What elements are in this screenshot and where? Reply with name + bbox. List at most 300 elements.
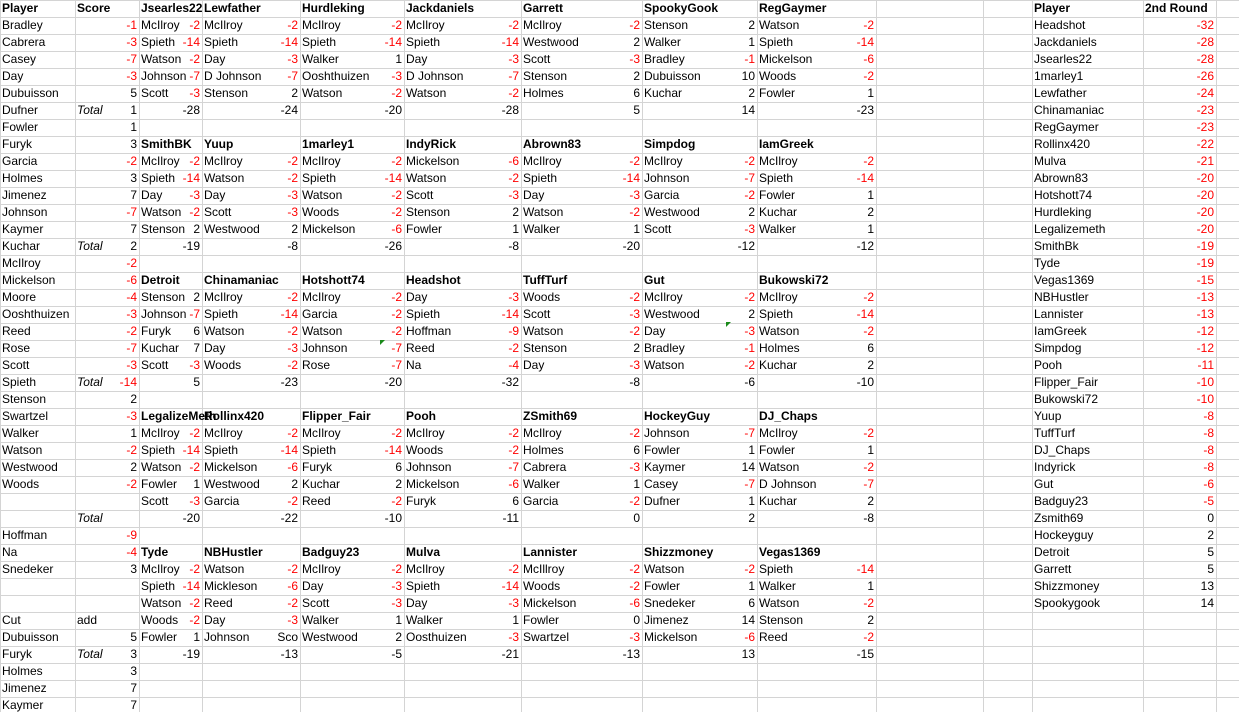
pick-player[interactable]: McIlroy <box>302 18 341 32</box>
ranking-player[interactable]: Shizzmoney <box>1034 579 1100 593</box>
pick-score[interactable]: -6 <box>508 477 519 491</box>
pick-player[interactable]: Spieth <box>141 35 176 49</box>
pick-score[interactable]: 2 <box>867 358 874 372</box>
pick-score[interactable]: -2 <box>287 426 298 440</box>
player-name[interactable]: Day <box>2 69 24 83</box>
ranking-score[interactable]: -26 <box>1196 69 1214 83</box>
pick-score[interactable]: 2 <box>291 477 298 491</box>
player-score[interactable]: -9 <box>126 528 137 542</box>
pick-player[interactable]: McIlroy <box>644 154 683 168</box>
pick-score[interactable]: -3 <box>629 307 640 321</box>
pick-score[interactable]: -6 <box>508 154 519 168</box>
pick-player[interactable]: McIlroy <box>406 426 445 440</box>
comment-indicator-icon[interactable] <box>726 322 731 327</box>
pick-player[interactable]: Hoffman <box>406 324 452 338</box>
pick-score[interactable]: -14 <box>384 171 402 185</box>
player-name[interactable]: Fowler <box>2 120 39 134</box>
pick-score[interactable]: -3 <box>629 630 640 644</box>
player-score[interactable]: 3 <box>130 137 137 151</box>
pick-score[interactable]: 2 <box>633 35 640 49</box>
player-name[interactable]: Rose <box>2 341 31 355</box>
pick-score[interactable]: -2 <box>629 205 640 219</box>
pick-score[interactable]: -2 <box>189 596 200 610</box>
pick-player[interactable]: Garcia <box>302 307 338 321</box>
pick-score[interactable]: 2 <box>395 630 402 644</box>
pick-player[interactable]: Watson <box>204 171 245 185</box>
pick-score[interactable]: -2 <box>508 443 519 457</box>
pick-score[interactable]: -14 <box>856 35 874 49</box>
pick-score[interactable]: 1 <box>867 222 874 236</box>
total-label[interactable]: Total <box>77 375 103 389</box>
pick-score[interactable]: 1 <box>193 630 200 644</box>
pick-player[interactable]: Holmes <box>523 86 564 100</box>
team-total[interactable]: -20 <box>622 239 640 253</box>
pick-player[interactable]: McIllroy <box>523 562 565 576</box>
pick-player[interactable]: Woods <box>302 205 340 219</box>
pick-player[interactable]: Dufner <box>644 494 681 508</box>
pick-player[interactable]: Kaymer <box>644 460 686 474</box>
pick-player[interactable]: Fowler <box>644 579 681 593</box>
pick-score[interactable]: -2 <box>391 562 402 576</box>
team-name[interactable]: IndyRick <box>406 137 457 151</box>
pick-score[interactable]: -14 <box>182 171 200 185</box>
pick-score[interactable]: -3 <box>629 460 640 474</box>
pick-score[interactable]: -3 <box>189 494 200 508</box>
pick-score[interactable]: -3 <box>744 324 755 338</box>
ranking-player[interactable]: Vegas1369 <box>1034 273 1095 287</box>
pick-score[interactable]: -2 <box>744 358 755 372</box>
pick-player[interactable]: Spieth <box>759 35 794 49</box>
pick-score[interactable]: -14 <box>856 307 874 321</box>
pick-score[interactable]: Sco <box>277 630 298 644</box>
pick-score[interactable]: -2 <box>744 154 755 168</box>
header-round-right[interactable]: 2nd Round <box>1145 1 1208 15</box>
ranking-player[interactable]: Legalizemeth <box>1034 222 1106 236</box>
pick-player[interactable]: Westwood <box>644 205 700 219</box>
pick-player[interactable]: McIlroy <box>406 18 445 32</box>
player-name[interactable]: Snedeker <box>2 562 54 576</box>
player-name[interactable]: Johnson <box>2 205 48 219</box>
player-name[interactable]: Cabrera <box>2 35 46 49</box>
player-name[interactable]: Ooshthuizen <box>2 307 70 321</box>
player-name[interactable]: Westwood <box>2 460 58 474</box>
pick-player[interactable]: Woods <box>759 69 797 83</box>
ranking-player[interactable]: Gut <box>1034 477 1054 491</box>
pick-score[interactable]: -14 <box>501 35 519 49</box>
pick-score[interactable]: 6 <box>867 341 874 355</box>
pick-score[interactable]: -7 <box>508 460 519 474</box>
header-player-right[interactable]: Player <box>1034 1 1071 15</box>
pick-player[interactable]: Garcia <box>644 188 680 202</box>
team-name[interactable]: Lannister <box>523 545 578 559</box>
team-total[interactable]: -10 <box>856 375 874 389</box>
team-total[interactable]: -8 <box>508 239 519 253</box>
pick-score[interactable]: -2 <box>287 596 298 610</box>
pick-player[interactable]: Watson <box>141 52 182 66</box>
pick-player[interactable]: Swartzel <box>523 630 570 644</box>
ranking-score[interactable]: -20 <box>1196 205 1214 219</box>
pick-score[interactable]: -3 <box>287 205 298 219</box>
player-score[interactable]: 1 <box>130 103 137 117</box>
player-name[interactable]: Kaymer <box>2 698 44 712</box>
player-score[interactable]: 1 <box>130 120 137 134</box>
pick-score[interactable]: -2 <box>391 205 402 219</box>
ranking-player[interactable]: Pooh <box>1034 358 1063 372</box>
pick-score[interactable]: 1 <box>512 613 519 627</box>
pick-player[interactable]: Reed <box>204 596 233 610</box>
pick-player[interactable]: Casey <box>644 477 679 491</box>
player-score[interactable]: 5 <box>130 86 137 100</box>
pick-player[interactable]: Scott <box>141 494 169 508</box>
team-total[interactable]: -19 <box>182 647 200 661</box>
player-name[interactable]: Scott <box>2 358 30 372</box>
pick-player[interactable]: Woods <box>204 358 242 372</box>
player-name[interactable]: Garcia <box>2 154 38 168</box>
pick-score[interactable]: -2 <box>863 154 874 168</box>
team-name[interactable]: Jackdaniels <box>406 1 475 15</box>
pick-score[interactable]: -2 <box>287 18 298 32</box>
ranking-score[interactable]: -20 <box>1196 171 1214 185</box>
pick-score[interactable]: -14 <box>384 443 402 457</box>
team-total[interactable]: -8 <box>629 375 640 389</box>
pick-player[interactable]: Woods <box>406 443 444 457</box>
pick-player[interactable]: Stenson <box>141 290 186 304</box>
ranking-player[interactable]: Bukowski72 <box>1034 392 1099 406</box>
pick-score[interactable]: -2 <box>287 494 298 508</box>
pick-player[interactable]: Scott <box>141 358 169 372</box>
pick-score[interactable]: 6 <box>633 443 640 457</box>
pick-score[interactable]: -2 <box>863 18 874 32</box>
pick-player[interactable]: Westwood <box>204 477 260 491</box>
pick-score[interactable]: -2 <box>863 460 874 474</box>
pick-player[interactable]: Stenson <box>204 86 249 100</box>
pick-score[interactable]: 2 <box>867 494 874 508</box>
pick-player[interactable]: Day <box>406 52 428 66</box>
player-name[interactable]: Casey <box>2 52 37 66</box>
ranking-score[interactable]: -6 <box>1203 477 1214 491</box>
pick-player[interactable]: Watson <box>141 596 182 610</box>
player-score[interactable]: -2 <box>126 154 137 168</box>
pick-player[interactable]: Bradley <box>644 341 685 355</box>
pick-score[interactable]: 2 <box>193 222 200 236</box>
pick-player[interactable]: Holmes <box>523 443 564 457</box>
pick-score[interactable]: -6 <box>744 630 755 644</box>
pick-score[interactable]: -14 <box>182 579 200 593</box>
team-total[interactable]: -28 <box>182 103 200 117</box>
pick-player[interactable]: McIlroy <box>406 562 445 576</box>
team-total[interactable]: -12 <box>856 239 874 253</box>
player-score[interactable]: 2 <box>130 392 137 406</box>
pick-score[interactable]: -3 <box>508 596 519 610</box>
ranking-player[interactable]: NBHustler <box>1034 290 1089 304</box>
pick-player[interactable]: Mickelson <box>523 596 577 610</box>
ranking-score[interactable]: -13 <box>1196 290 1214 304</box>
pick-score[interactable]: -2 <box>863 630 874 644</box>
pick-score[interactable]: -6 <box>629 596 640 610</box>
ranking-player[interactable]: Abrown83 <box>1034 171 1089 185</box>
pick-score[interactable]: -14 <box>280 307 298 321</box>
pick-player[interactable]: Walker <box>302 52 339 66</box>
pick-player[interactable]: Stenson <box>406 205 451 219</box>
pick-player[interactable]: Mickleson <box>204 579 258 593</box>
team-name[interactable]: Hotshott74 <box>302 273 365 287</box>
ranking-score[interactable]: -20 <box>1196 222 1214 236</box>
pick-score[interactable]: -3 <box>629 188 640 202</box>
pick-player[interactable]: Day <box>204 341 226 355</box>
pick-score[interactable]: -7 <box>508 69 519 83</box>
ranking-score[interactable]: -28 <box>1196 35 1214 49</box>
pick-player[interactable]: Na <box>406 358 422 372</box>
pick-score[interactable]: 1 <box>867 188 874 202</box>
pick-score[interactable]: -7 <box>744 171 755 185</box>
pick-player[interactable]: Spieth <box>204 307 239 321</box>
pick-player[interactable]: Watson <box>644 358 685 372</box>
pick-player[interactable]: Fowler <box>523 613 560 627</box>
player-name[interactable]: Reed <box>2 324 31 338</box>
pick-player[interactable]: Day <box>406 596 428 610</box>
pick-player[interactable]: Watson <box>302 324 343 338</box>
pick-player[interactable]: McIlroy <box>204 154 243 168</box>
player-score[interactable]: -3 <box>126 358 137 372</box>
pick-score[interactable]: -14 <box>501 579 519 593</box>
pick-player[interactable]: Walker <box>406 613 443 627</box>
pick-score[interactable]: -2 <box>863 596 874 610</box>
pick-score[interactable]: 2 <box>867 205 874 219</box>
pick-score[interactable]: -2 <box>508 86 519 100</box>
pick-score[interactable]: 1 <box>867 86 874 100</box>
pick-player[interactable]: Day <box>302 579 324 593</box>
pick-player[interactable]: Spieth <box>759 307 794 321</box>
pick-score[interactable]: -2 <box>189 460 200 474</box>
team-name[interactable]: Pooh <box>406 409 436 423</box>
pick-score[interactable]: -3 <box>189 86 200 100</box>
pick-player[interactable]: Reed <box>759 630 788 644</box>
team-total[interactable]: 5 <box>193 375 200 389</box>
pick-player[interactable]: Mickelson <box>406 154 460 168</box>
pick-score[interactable]: -3 <box>391 596 402 610</box>
ranking-player[interactable]: Simpdog <box>1034 341 1082 355</box>
pick-player[interactable]: Woods <box>141 613 179 627</box>
team-total[interactable]: -21 <box>501 647 519 661</box>
pick-score[interactable]: -7 <box>189 69 200 83</box>
ranking-score[interactable]: -8 <box>1203 426 1214 440</box>
ranking-score[interactable]: -10 <box>1196 392 1214 406</box>
team-name[interactable]: IamGreek <box>759 137 814 151</box>
pick-score[interactable]: 6 <box>748 596 755 610</box>
pick-score[interactable]: -6 <box>287 460 298 474</box>
total-label[interactable]: Total <box>77 511 103 525</box>
team-total[interactable]: -22 <box>280 511 298 525</box>
pick-player[interactable]: D Johnson <box>759 477 817 491</box>
pick-player[interactable]: D Johnson <box>204 69 262 83</box>
player-name[interactable]: Jimenez <box>2 681 47 695</box>
pick-player[interactable]: Kuchar <box>759 205 798 219</box>
pick-player[interactable]: Johnson <box>204 630 250 644</box>
pick-player[interactable]: Westwood <box>302 630 358 644</box>
team-total[interactable]: -23 <box>856 103 874 117</box>
ranking-player[interactable]: 1marley1 <box>1034 69 1084 83</box>
ranking-player[interactable]: Hockeyguy <box>1034 528 1094 542</box>
pick-score[interactable]: 1 <box>748 579 755 593</box>
pick-score[interactable]: -3 <box>508 52 519 66</box>
pick-score[interactable]: 2 <box>748 307 755 321</box>
pick-player[interactable]: McIlroy <box>204 290 243 304</box>
player-score[interactable]: -4 <box>126 290 137 304</box>
player-name[interactable]: Spieth <box>2 375 37 389</box>
pick-score[interactable]: -3 <box>287 188 298 202</box>
pick-score[interactable]: -14 <box>182 35 200 49</box>
pick-score[interactable]: -3 <box>287 341 298 355</box>
pick-player[interactable]: Garcia <box>204 494 240 508</box>
team-name[interactable]: Detroit <box>141 273 180 287</box>
pick-player[interactable]: Scott <box>302 596 330 610</box>
pick-player[interactable]: Walker <box>302 613 339 627</box>
ranking-player[interactable]: Spookygook <box>1034 596 1101 610</box>
pick-score[interactable]: 1 <box>633 222 640 236</box>
pick-player[interactable]: Westwood <box>523 35 579 49</box>
pick-score[interactable]: -2 <box>287 171 298 185</box>
pick-player[interactable]: Furyk <box>302 460 332 474</box>
ranking-player[interactable]: Badguy23 <box>1034 494 1089 508</box>
player-score[interactable]: 1 <box>130 426 137 440</box>
pick-player[interactable]: Westwood <box>204 222 260 236</box>
pick-player[interactable]: Snedeker <box>644 596 696 610</box>
pick-score[interactable]: 2 <box>748 18 755 32</box>
team-total[interactable]: -28 <box>501 103 519 117</box>
pick-score[interactable]: -2 <box>508 426 519 440</box>
pick-player[interactable]: Watson <box>523 324 564 338</box>
pick-player[interactable]: Spieth <box>406 307 441 321</box>
pick-player[interactable]: Watson <box>644 562 685 576</box>
team-total[interactable]: 14 <box>741 103 755 117</box>
pick-score[interactable]: 1 <box>633 477 640 491</box>
pick-player[interactable]: Kuchar <box>759 494 798 508</box>
pick-player[interactable]: Scott <box>406 188 434 202</box>
player-score[interactable]: -3 <box>126 69 137 83</box>
player-name[interactable]: Furyk <box>2 137 32 151</box>
player-score[interactable]: -2 <box>126 477 137 491</box>
ranking-score[interactable]: 5 <box>1207 562 1214 576</box>
ranking-score[interactable]: -13 <box>1196 307 1214 321</box>
player-name[interactable]: Furyk <box>2 647 32 661</box>
team-name[interactable]: Chinamaniac <box>204 273 279 287</box>
player-score[interactable]: -2 <box>126 256 137 270</box>
player-score[interactable]: 3 <box>130 171 137 185</box>
ranking-player[interactable]: Zsmith69 <box>1034 511 1084 525</box>
pick-player[interactable]: Fowler <box>141 477 178 491</box>
team-name[interactable]: Bukowski72 <box>759 273 829 287</box>
player-name[interactable]: Kuchar <box>2 239 41 253</box>
ranking-player[interactable]: Garrett <box>1034 562 1072 576</box>
pick-player[interactable]: Walker <box>644 35 681 49</box>
pick-score[interactable]: -2 <box>508 341 519 355</box>
player-score[interactable]: -2 <box>126 443 137 457</box>
pick-score[interactable]: -2 <box>189 613 200 627</box>
pick-player[interactable]: Spieth <box>141 171 176 185</box>
player-name[interactable]: Woods <box>2 477 40 491</box>
team-total[interactable]: -20 <box>384 375 402 389</box>
pick-player[interactable]: Spieth <box>302 443 337 457</box>
team-total[interactable]: 5 <box>633 103 640 117</box>
pick-score[interactable]: -2 <box>391 154 402 168</box>
ranking-score[interactable]: -15 <box>1196 273 1214 287</box>
player-score[interactable]: 2 <box>130 460 137 474</box>
ranking-score[interactable]: -12 <box>1196 324 1214 338</box>
player-name[interactable]: Dubuisson <box>2 630 59 644</box>
player-score[interactable]: -14 <box>119 375 137 389</box>
pick-player[interactable]: Stenson <box>759 613 804 627</box>
player-score[interactable]: 3 <box>130 562 137 576</box>
pick-score[interactable]: -3 <box>189 358 200 372</box>
pick-score[interactable]: 2 <box>748 205 755 219</box>
pick-score[interactable]: -14 <box>182 443 200 457</box>
ranking-score[interactable]: 14 <box>1200 596 1214 610</box>
pick-player[interactable]: McIlroy <box>141 154 180 168</box>
team-total[interactable]: -12 <box>737 239 755 253</box>
pick-player[interactable]: Johnson <box>644 171 690 185</box>
player-name[interactable]: Swartzel <box>2 409 49 423</box>
pick-score[interactable]: -2 <box>629 579 640 593</box>
pick-score[interactable]: -6 <box>391 222 402 236</box>
player-name[interactable]: Dufner <box>2 103 39 117</box>
pick-score[interactable]: -2 <box>391 18 402 32</box>
pick-player[interactable]: Spieth <box>302 171 337 185</box>
pick-player[interactable]: McIlroy <box>523 18 562 32</box>
ranking-player[interactable]: Flipper_Fair <box>1034 375 1099 389</box>
ranking-player[interactable]: Rollinx420 <box>1034 137 1091 151</box>
pick-player[interactable]: Johnson <box>644 426 690 440</box>
player-name[interactable]: Kaymer <box>2 222 44 236</box>
pick-player[interactable]: Spieth <box>406 35 441 49</box>
team-total[interactable]: -32 <box>501 375 519 389</box>
pick-score[interactable]: -3 <box>744 222 755 236</box>
pick-player[interactable]: McIlroy <box>759 154 798 168</box>
ranking-score[interactable]: -20 <box>1196 188 1214 202</box>
pick-score[interactable]: -2 <box>391 290 402 304</box>
pick-score[interactable]: 14 <box>741 613 755 627</box>
pick-player[interactable]: Furyk <box>406 494 436 508</box>
pick-player[interactable]: D Johnson <box>406 69 464 83</box>
pick-player[interactable]: Watson <box>406 86 447 100</box>
pick-score[interactable]: -2 <box>391 324 402 338</box>
player-score[interactable]: -3 <box>126 35 137 49</box>
pick-player[interactable]: McIlroy <box>141 426 180 440</box>
ranking-score[interactable]: -21 <box>1196 154 1214 168</box>
team-name[interactable]: Tyde <box>141 545 169 559</box>
pick-score[interactable]: -2 <box>287 324 298 338</box>
comment-indicator-icon[interactable] <box>380 340 385 345</box>
ranking-player[interactable]: Lannister <box>1034 307 1084 321</box>
pick-score[interactable]: -2 <box>863 324 874 338</box>
pick-player[interactable]: Spieth <box>302 35 337 49</box>
player-score[interactable]: 3 <box>130 647 137 661</box>
ranking-score[interactable]: 13 <box>1200 579 1214 593</box>
pick-player[interactable]: Westwood <box>644 307 700 321</box>
ranking-player[interactable]: Jsearles22 <box>1034 52 1093 66</box>
ranking-player[interactable]: IamGreek <box>1034 324 1087 338</box>
pick-player[interactable]: Cabrera <box>523 460 567 474</box>
ranking-score[interactable]: -24 <box>1196 86 1214 100</box>
team-total[interactable]: 0 <box>633 511 640 525</box>
player-name[interactable]: McIlroy <box>2 256 41 270</box>
ranking-player[interactable]: Yuup <box>1034 409 1062 423</box>
pick-score[interactable]: -2 <box>629 154 640 168</box>
player-score[interactable]: 2 <box>130 239 137 253</box>
pick-score[interactable]: -7 <box>391 341 402 355</box>
pick-player[interactable]: Walker <box>759 579 796 593</box>
pick-player[interactable]: Stenson <box>523 69 568 83</box>
team-name[interactable]: Vegas1369 <box>759 545 821 559</box>
